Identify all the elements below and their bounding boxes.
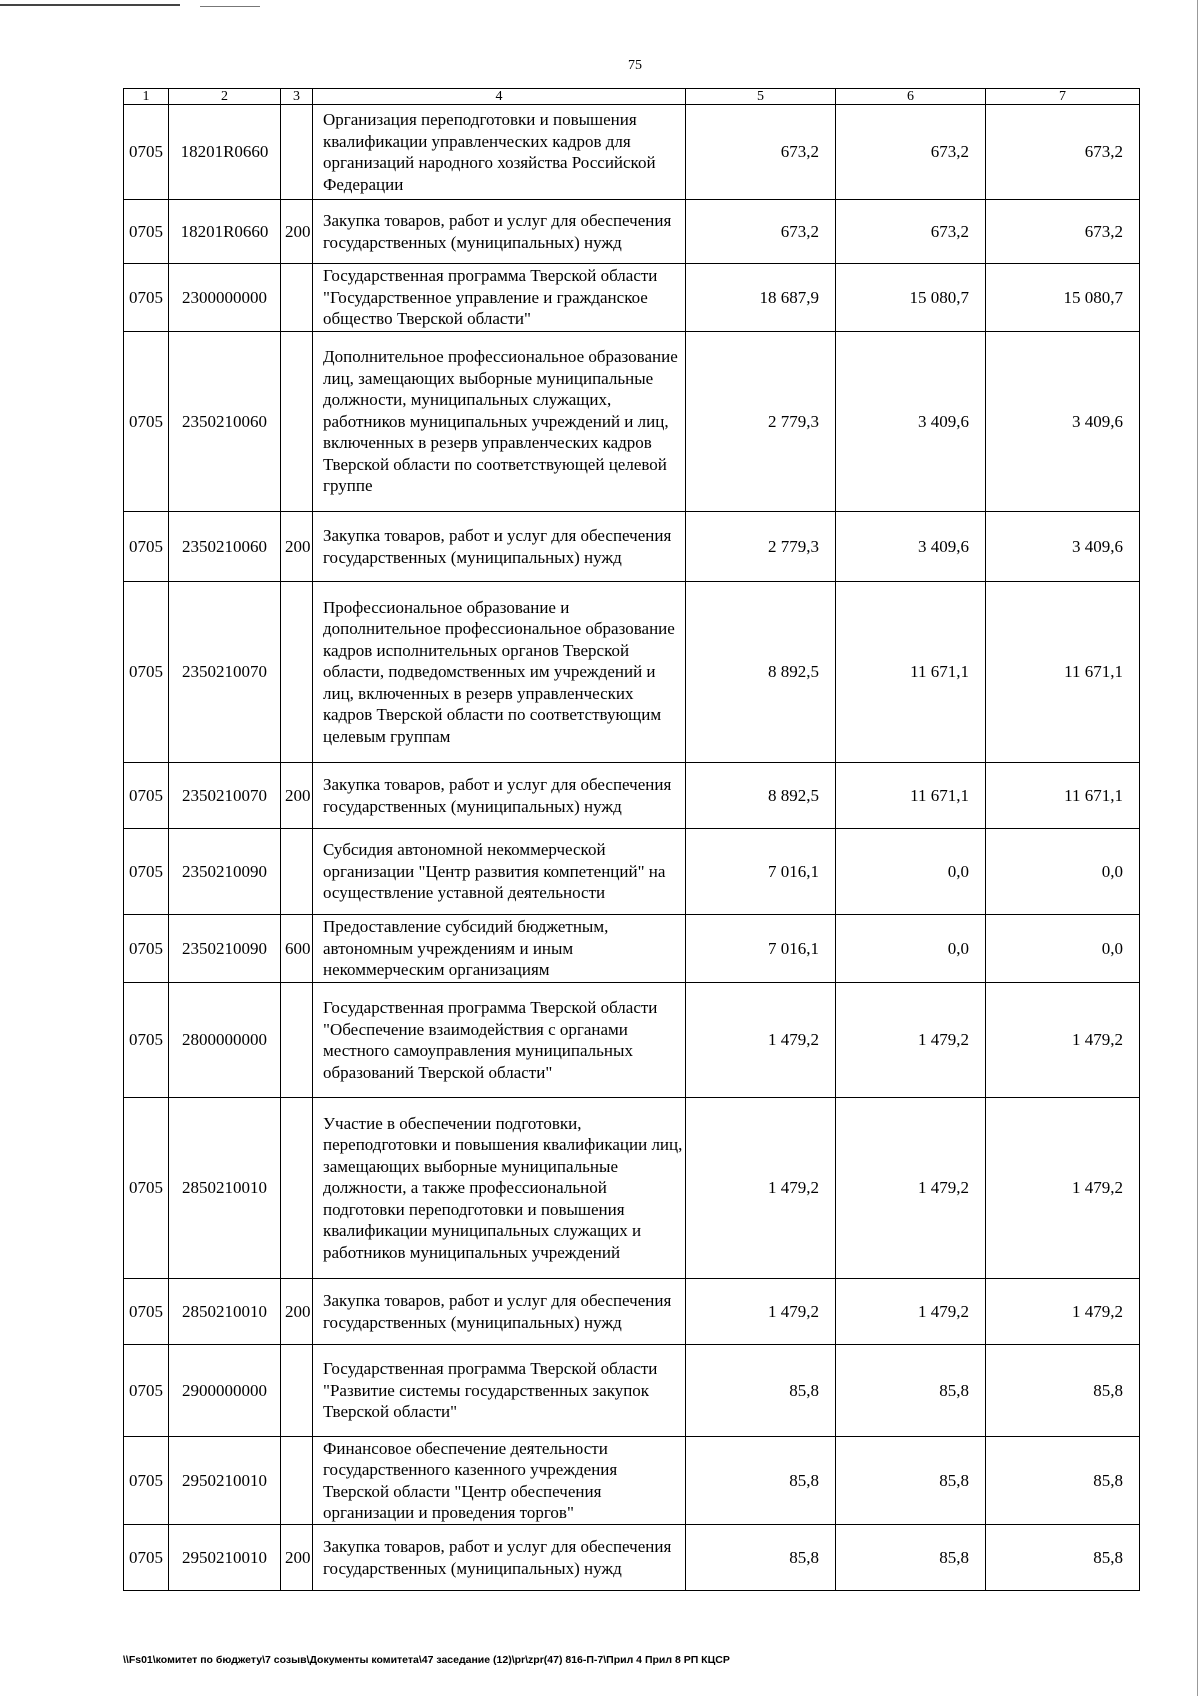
budget-table [123, 88, 1140, 1591]
amount-col6: 85,8 [836, 1525, 986, 1591]
table-row [124, 915, 1140, 983]
amount-col7: 3 409,6 [986, 512, 1140, 582]
amount-col7: 85,8 [986, 1345, 1140, 1437]
amount-col7: 11 671,1 [986, 582, 1140, 763]
target-article: 2350210060 [169, 332, 281, 512]
scan-edge-mark [0, 4, 180, 6]
amount-col7: 1 479,2 [986, 1279, 1140, 1345]
section-code: 0705 [124, 332, 169, 512]
amount-col5: 673,2 [686, 105, 836, 200]
table-row [124, 1437, 1140, 1525]
amount-col5: 85,8 [686, 1525, 836, 1591]
section-code: 0705 [124, 1279, 169, 1345]
expense-type [281, 983, 313, 1098]
section-code: 0705 [124, 1345, 169, 1437]
target-article: 2350210070 [169, 763, 281, 829]
table-row [124, 1525, 1140, 1591]
amount-col7: 85,8 [986, 1437, 1140, 1525]
amount-col6: 3 409,6 [836, 512, 986, 582]
amount-col7: 1 479,2 [986, 983, 1140, 1098]
section-code: 0705 [124, 1525, 169, 1591]
amount-col6: 11 671,1 [836, 763, 986, 829]
section-code: 0705 [124, 983, 169, 1098]
amount-col7: 1 479,2 [986, 1098, 1140, 1279]
section-code: 0705 [124, 1098, 169, 1279]
column-header: 1 [124, 89, 169, 105]
expense-type [281, 582, 313, 763]
expense-type [281, 1345, 313, 1437]
amount-col6: 673,2 [836, 200, 986, 264]
item-name: Участие в обеспечении подготовки, переподготовки и повышения квалификации лиц, замещающих выборные муниципальные должности, а также профессиональной подготовки переподготовки и повышения квалификации муниципальных служащих и работников муниципальных учреждений [313, 1098, 686, 1279]
amount-col5: 18 687,9 [686, 264, 836, 332]
column-header: 6 [836, 89, 986, 105]
table-row [124, 983, 1140, 1098]
expense-type [281, 105, 313, 200]
expense-type [281, 1437, 313, 1525]
section-code: 0705 [124, 915, 169, 983]
table-row [124, 105, 1140, 200]
amount-col6: 1 479,2 [836, 1098, 986, 1279]
amount-col7: 85,8 [986, 1525, 1140, 1591]
target-article: 2350210070 [169, 582, 281, 763]
target-article: 2850210010 [169, 1098, 281, 1279]
amount-col6: 0,0 [836, 829, 986, 915]
scan-edge-mark [200, 6, 260, 7]
expense-type [281, 332, 313, 512]
amount-col5: 85,8 [686, 1345, 836, 1437]
item-name: Субсидия автономной некоммерческой организации "Центр развития компетенций" на осуществление уставной деятельности [313, 829, 686, 915]
column-header: 4 [313, 89, 686, 105]
column-header: 7 [986, 89, 1140, 105]
item-name: Закупка товаров, работ и услуг для обеспечения государственных (муниципальных) нужд [313, 200, 686, 264]
section-code: 0705 [124, 264, 169, 332]
amount-col5: 7 016,1 [686, 829, 836, 915]
expense-type: 200 [281, 1279, 313, 1345]
item-name: Закупка товаров, работ и услуг для обеспечения государственных (муниципальных) нужд [313, 1279, 686, 1345]
amount-col5: 85,8 [686, 1437, 836, 1525]
expense-type: 200 [281, 200, 313, 264]
item-name: Финансовое обеспечение деятельности государственного казенного учреждения Тверской области "Центр обеспечения организации и проведения торгов" [313, 1437, 686, 1525]
item-name: Предоставление субсидий бюджетным, автономным учреждениям и иным некоммерческим организациям [313, 915, 686, 983]
target-article: 2950210010 [169, 1437, 281, 1525]
column-header: 3 [281, 89, 313, 105]
amount-col5: 1 479,2 [686, 983, 836, 1098]
table-row [124, 1279, 1140, 1345]
item-name: Государственная программа Тверской области "Обеспечение взаимодействия с органами местного самоуправления муниципальных образований Тверской области" [313, 983, 686, 1098]
amount-col7: 3 409,6 [986, 332, 1140, 512]
amount-col7: 15 080,7 [986, 264, 1140, 332]
item-name: Профессиональное образование и дополнительное профессиональное образование кадров исполнительных органов Тверской области, подведомственных им учреждений и лиц, включенных в резерв управленческих кадров Тверской области по соответствующим целевым группам [313, 582, 686, 763]
section-code: 0705 [124, 763, 169, 829]
table-header-row [124, 89, 1140, 105]
amount-col7: 0,0 [986, 829, 1140, 915]
item-name: Закупка товаров, работ и услуг для обеспечения государственных (муниципальных) нужд [313, 1525, 686, 1591]
amount-col5: 2 779,3 [686, 332, 836, 512]
amount-col6: 3 409,6 [836, 332, 986, 512]
column-header: 5 [686, 89, 836, 105]
target-article: 2850210010 [169, 1279, 281, 1345]
amount-col7: 673,2 [986, 105, 1140, 200]
section-code: 0705 [124, 105, 169, 200]
file-path-footer: \\Fs01\комитет по бюджету\7 созыв\Документы комитета\47 заседание (12)\pr\zpr(47) 816-П-7\Прил 4 Прил 8 РП КЦСР [123, 1654, 730, 1666]
amount-col6: 11 671,1 [836, 582, 986, 763]
section-code: 0705 [124, 512, 169, 582]
amount-col5: 8 892,5 [686, 763, 836, 829]
amount-col6: 1 479,2 [836, 983, 986, 1098]
table-row [124, 763, 1140, 829]
expense-type [281, 1098, 313, 1279]
table-row [124, 200, 1140, 264]
target-article: 2950210010 [169, 1525, 281, 1591]
amount-col6: 1 479,2 [836, 1279, 986, 1345]
scan-edge-line [1197, 0, 1198, 1696]
amount-col5: 1 479,2 [686, 1098, 836, 1279]
section-code: 0705 [124, 829, 169, 915]
table-row [124, 512, 1140, 582]
item-name: Организация переподготовки и повышения квалификации управленческих кадров для организаций народного хозяйства Российской Федерации [313, 105, 686, 200]
expense-type: 200 [281, 512, 313, 582]
item-name: Закупка товаров, работ и услуг для обеспечения государственных (муниципальных) нужд [313, 512, 686, 582]
amount-col5: 8 892,5 [686, 582, 836, 763]
page-number: 75 [628, 58, 642, 73]
table-row [124, 1345, 1140, 1437]
amount-col5: 2 779,3 [686, 512, 836, 582]
target-article: 2350210090 [169, 829, 281, 915]
table-row [124, 332, 1140, 512]
item-name: Дополнительное профессиональное образование лиц, замещающих выборные муниципальные должности, муниципальных служащих, работников муниципальных учреждений и лиц, включенных в резерв управленческих кадров Тверской области по соответствующей целевой группе [313, 332, 686, 512]
amount-col6: 85,8 [836, 1345, 986, 1437]
target-article: 2350210090 [169, 915, 281, 983]
expense-type [281, 264, 313, 332]
table-row [124, 829, 1140, 915]
target-article: 2350210060 [169, 512, 281, 582]
column-header: 2 [169, 89, 281, 105]
expense-type: 600 [281, 915, 313, 983]
table-row [124, 264, 1140, 332]
amount-col5: 673,2 [686, 200, 836, 264]
table-row [124, 1098, 1140, 1279]
amount-col7: 673,2 [986, 200, 1140, 264]
amount-col7: 0,0 [986, 915, 1140, 983]
section-code: 0705 [124, 582, 169, 763]
target-article: 2300000000 [169, 264, 281, 332]
amount-col5: 1 479,2 [686, 1279, 836, 1345]
amount-col6: 673,2 [836, 105, 986, 200]
amount-col6: 15 080,7 [836, 264, 986, 332]
target-article: 18201R0660 [169, 200, 281, 264]
amount-col6: 0,0 [836, 915, 986, 983]
item-name: Государственная программа Тверской области "Государственное управление и гражданское общество Тверской области" [313, 264, 686, 332]
amount-col5: 7 016,1 [686, 915, 836, 983]
expense-type: 200 [281, 1525, 313, 1591]
expense-type: 200 [281, 763, 313, 829]
section-code: 0705 [124, 200, 169, 264]
section-code: 0705 [124, 1437, 169, 1525]
target-article: 18201R0660 [169, 105, 281, 200]
target-article: 2800000000 [169, 983, 281, 1098]
expense-type [281, 829, 313, 915]
amount-col6: 85,8 [836, 1437, 986, 1525]
item-name: Государственная программа Тверской области "Развитие системы государственных закупок Тверской области" [313, 1345, 686, 1437]
target-article: 2900000000 [169, 1345, 281, 1437]
table-row [124, 582, 1140, 763]
item-name: Закупка товаров, работ и услуг для обеспечения государственных (муниципальных) нужд [313, 763, 686, 829]
amount-col7: 11 671,1 [986, 763, 1140, 829]
